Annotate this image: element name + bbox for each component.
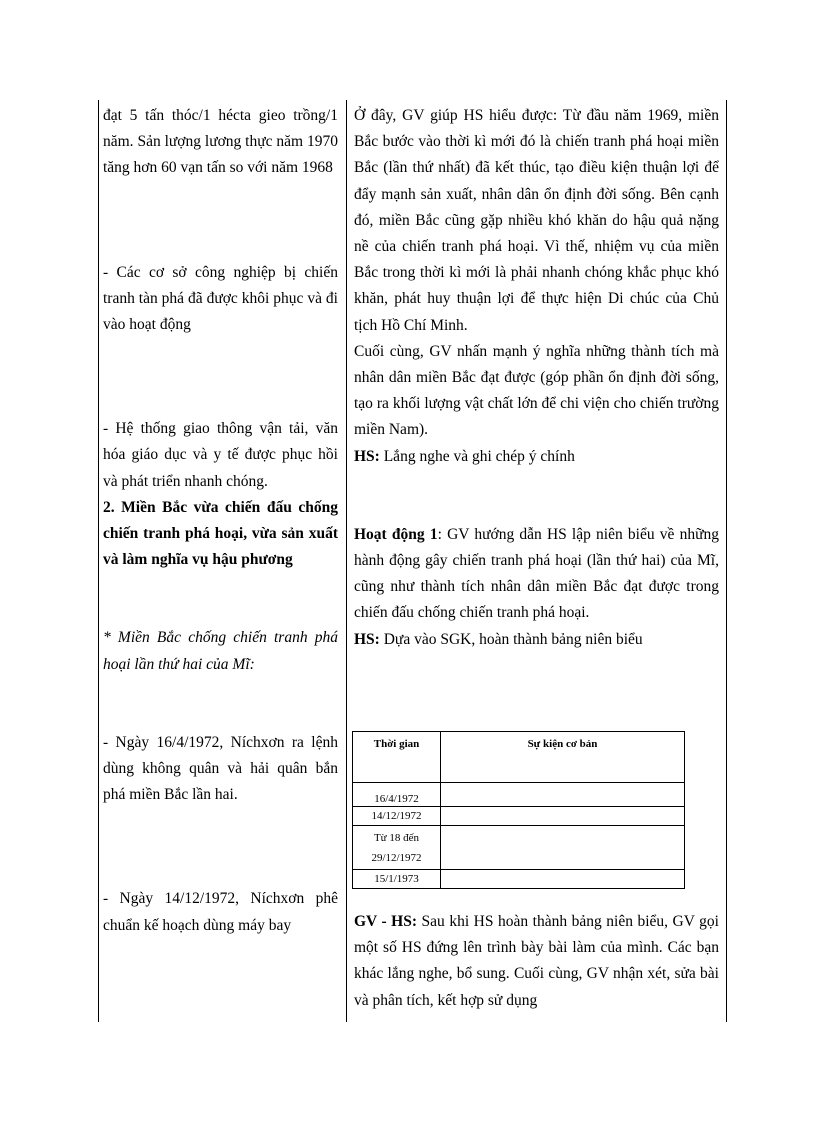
table-cell-date: 15/1/1973 — [353, 870, 441, 889]
left-paragraph-2: - Các cơ sở công nghiệp bị chiến tranh tàn phá đã được khôi phục và đi vào hoạt động — [103, 263, 338, 334]
activity-1 — [354, 522, 719, 627]
left-border — [98, 100, 99, 1022]
left-paragraph-4: - Ngày 16/4/1972, Níchxơn ra lệnh dùng không quân và hải quân bắn phá miền Bắc lần hai. — [103, 733, 338, 804]
header-event: Sự kiện cơ bản — [441, 732, 685, 783]
table-cell-date: 16/4/1972 — [353, 783, 441, 807]
table-cell-date — [353, 826, 441, 870]
header-time: Thời gian — [353, 732, 441, 783]
left-paragraph-3: - Hệ thống giao thông vận tải, văn hóa giáo dục và y tế được phục hồi và phát triển nhanh chóng. — [103, 420, 338, 490]
date-line-2: 29/12/1972 — [371, 851, 422, 864]
table-row — [353, 783, 685, 807]
activity-label: Hoạt động 1 — [354, 525, 438, 543]
hs-note-1 — [354, 444, 719, 470]
section-heading-2: 2. Miền Bắc vừa chiến đấu chống chiến tranh phá hoại, vừa sản xuất và làm nghĩa vụ hậu phương — [103, 498, 338, 569]
table-cell-event — [441, 783, 685, 807]
hs-label: HS: — [354, 630, 380, 648]
subheading-war: * Miền Bắc chống chiến tranh phá hoại lần thứ hai của Mĩ: — [103, 629, 338, 673]
table-header-row — [353, 732, 685, 783]
table-row — [353, 826, 685, 870]
timeline-table — [352, 731, 685, 889]
hs-text: Lắng nghe và ghi chép ý chính — [379, 447, 575, 465]
hs-label: HS: — [354, 447, 380, 465]
hs-note-2 — [354, 627, 719, 653]
table-cell-event — [441, 807, 685, 826]
right-paragraph-2: Cuối cùng, GV nhấn mạnh ý nghĩa những thành tích mà nhân dân miền Bắc đạt được (góp phần ổn định đời sống, tạo ra khối lượng vật chất lớn để chi viện cho chiến trường miền Nam). — [354, 342, 719, 439]
gv-hs-label: GV - HS: — [354, 913, 418, 930]
table-row — [353, 870, 685, 889]
right-border — [726, 100, 727, 1022]
gv-hs-text: Sau khi HS hoàn thành bảng niên biểu, GV gọi một số HS đứng lên trình bày bài làm của mình. Các bạn khác lắng nghe, bổ sung. Cuối cùng, GV nhận xét, sửa bài và phân tích, kết hợp sử dụng — [354, 913, 719, 1009]
activity-text: : GV hướng dẫn HS lập niên biểu về những hành động gây chiến tranh phá hoại (lần thứ hai) của Mĩ, cũng như thành tích nhân dân miền Bắc đạt được trong chiến đấu chống chiến tranh phá hoại. — [354, 525, 719, 622]
right-paragraph-1: Ở đây, GV giúp HS hiểu được: Từ đầu năm 1969, miền Bắc bước vào thời kì mới đó là chiến tranh phá hoại miền Bắc (lần thứ nhất) đã kết thúc, tạo điều kiện thuận lợi để đẩy mạnh sản xuất, nhân dân ổn định đời sống. Bên cạnh đó, miền Bắc cũng gặp nhiều khó khăn do hậu quả nặng nề của chiến tranh phá hoại. Vì thế, nhiệm vụ của miền Bắc trong thời kì mới là phải nhanh chóng khắc phục khó khăn, phát huy thuận lợi để thực hiện Di chúc của Chủ tịch Hồ Chí Minh. — [354, 107, 719, 334]
table-cell-event — [441, 826, 685, 870]
table-cell-date: 14/12/1972 — [353, 807, 441, 826]
table-cell-event — [441, 870, 685, 889]
date-line-1: Từ 18 đến — [373, 831, 420, 844]
left-paragraph-5: - Ngày 14/12/1972, Níchxơn phê chuẩn kế hoạch dùng máy bay — [103, 890, 338, 934]
gv-hs-note — [354, 909, 719, 1014]
hs-text: Dựa vào SGK, hoàn thành bảng niên biểu — [379, 630, 643, 648]
middle-border — [346, 100, 347, 1022]
left-column — [103, 103, 338, 939]
table-row — [353, 807, 685, 826]
left-paragraph-1: đạt 5 tấn thóc/1 hécta gieo trồng/1 năm. Sản lượng lương thực năm 1970 tăng hơn 60 vạn tấn so với năm 1968 — [103, 107, 338, 177]
